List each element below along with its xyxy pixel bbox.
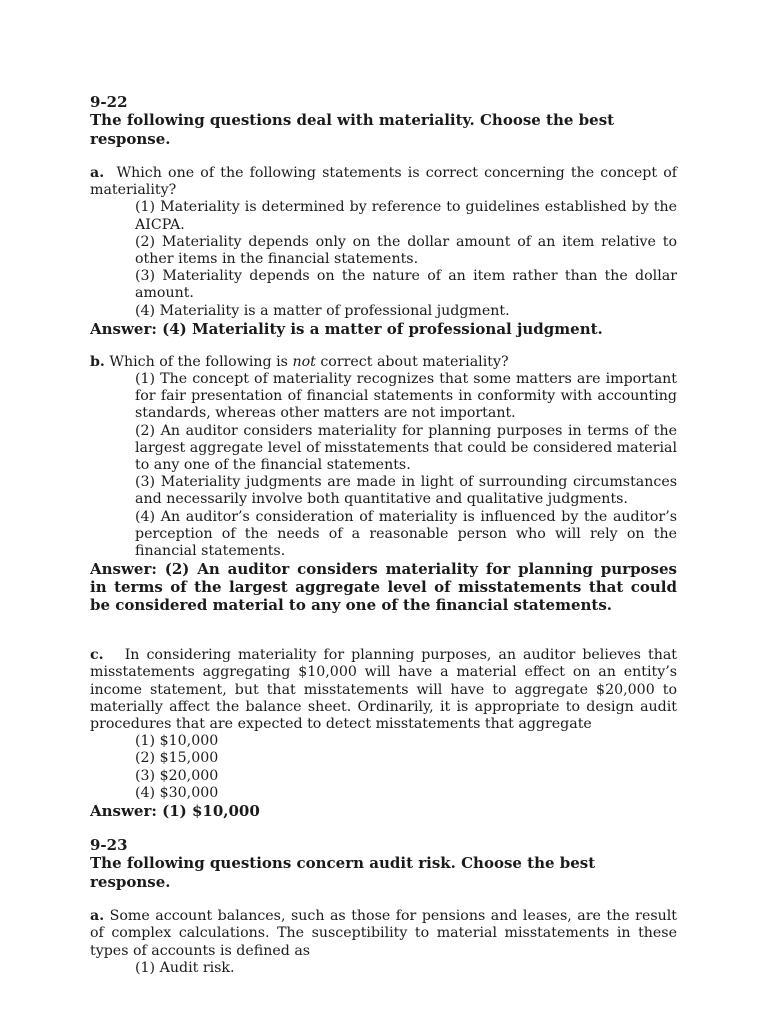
question-a: a. Some account balances, such as those for pensions and leases, are the result of complex calculations. The susceptibility to material misstatements in these types of accounts is defined as <box>90 908 677 959</box>
question-text-pre: Which of the following is <box>109 353 288 370</box>
section-title: The following questions concern audit risk. Choose the best response. <box>90 854 596 892</box>
document-page <box>90 94 677 977</box>
question-text-post: correct about materiality? <box>320 353 509 370</box>
option: (1) $10,000 <box>135 733 219 750</box>
question-letter: a <box>90 165 100 181</box>
question-letter: c <box>90 647 99 664</box>
question-letter: b <box>90 353 100 370</box>
section-title: The following questions deal with materiality. Choose the best response. <box>90 111 615 148</box>
question-text-emphasis: not <box>292 353 316 370</box>
question-a: a. Which one of the following statements is correct concerning the concept of materiality? <box>90 165 678 199</box>
option: (2) $15,000 <box>135 750 219 767</box>
section-number: 9-23 <box>90 836 128 855</box>
answer: Answer: (1) $10,000 <box>90 802 260 821</box>
option: (1) Audit risk. <box>135 959 235 976</box>
option: (3) Materiality judgments are made in light of surrounding circumstances and necessarily involve both quantitative and qualitative judgments. <box>135 474 677 508</box>
question-b: b. Which of the following is not correct about materiality? <box>90 353 509 370</box>
option: (1) The concept of materiality recognizes that some matters are important for fair presentation of financial statements in conformity with accounting standards, whereas other matters are not important. <box>135 371 677 422</box>
option: (1) Materiality is determined by reference to guidelines established by the AICPA. <box>135 199 677 233</box>
question-c: c. In considering materiality for planning purposes, an auditor believes that misstatements aggregating $10,000 will have a material effect on an entity’s income statement, but that misstatements will have to aggregate $20,000 to materially affect the balance sheet. Ordinarily, it is appropriate to design audit procedures that are expected to detect misstatements that aggregate <box>90 647 677 733</box>
option: (4) $30,000 <box>135 784 219 801</box>
option: (2) An auditor considers materiality for planning purposes in terms of the largest aggregate level of misstatements that could be considered material to any one of the financial statements. <box>135 422 677 474</box>
option: (2) Materiality depends only on the dollar amount of an item relative to other items in the financial statements. <box>135 233 677 268</box>
option: (4) Materiality is a matter of professional judgment. <box>135 302 510 319</box>
option: (4) An auditor’s consideration of materiality is influenced by the auditor’s perception of the needs of a reasonable person who will rely on the financial statements. <box>135 508 677 560</box>
section-number: 9-22 <box>90 93 128 111</box>
option: (3) $20,000 <box>135 767 219 784</box>
question-text: Some account balances, such as those for pensions and leases, are the result of complex calculations. The susceptibility to material misstatements in these types of accounts is defined as <box>90 908 677 959</box>
answer: Answer: (4) Materiality is a matter of professional judgment. <box>90 319 603 338</box>
option: (3) Materiality depends on the nature of an item rather than the dollar amount. <box>135 268 677 302</box>
question-text: In considering materiality for planning purposes, an auditor believes that misstatements aggregating $10,000 will have a material effect on an entity’s income statement, but that misstatements will have to aggregate $20,000 to materially affect the balance sheet. Ordinarily, it is appropriate to design audit procedures that are expected to detect misstatements that aggregate <box>90 647 677 733</box>
answer: Answer: (2) An auditor considers materiality for planning purposes in terms of the largest aggregate level of misstatements that could be considered material to any one of the financial statements. <box>90 560 677 615</box>
question-letter: a <box>90 908 100 925</box>
question-text: Which one of the following statements is correct concerning the concept of materiality? <box>90 165 678 199</box>
